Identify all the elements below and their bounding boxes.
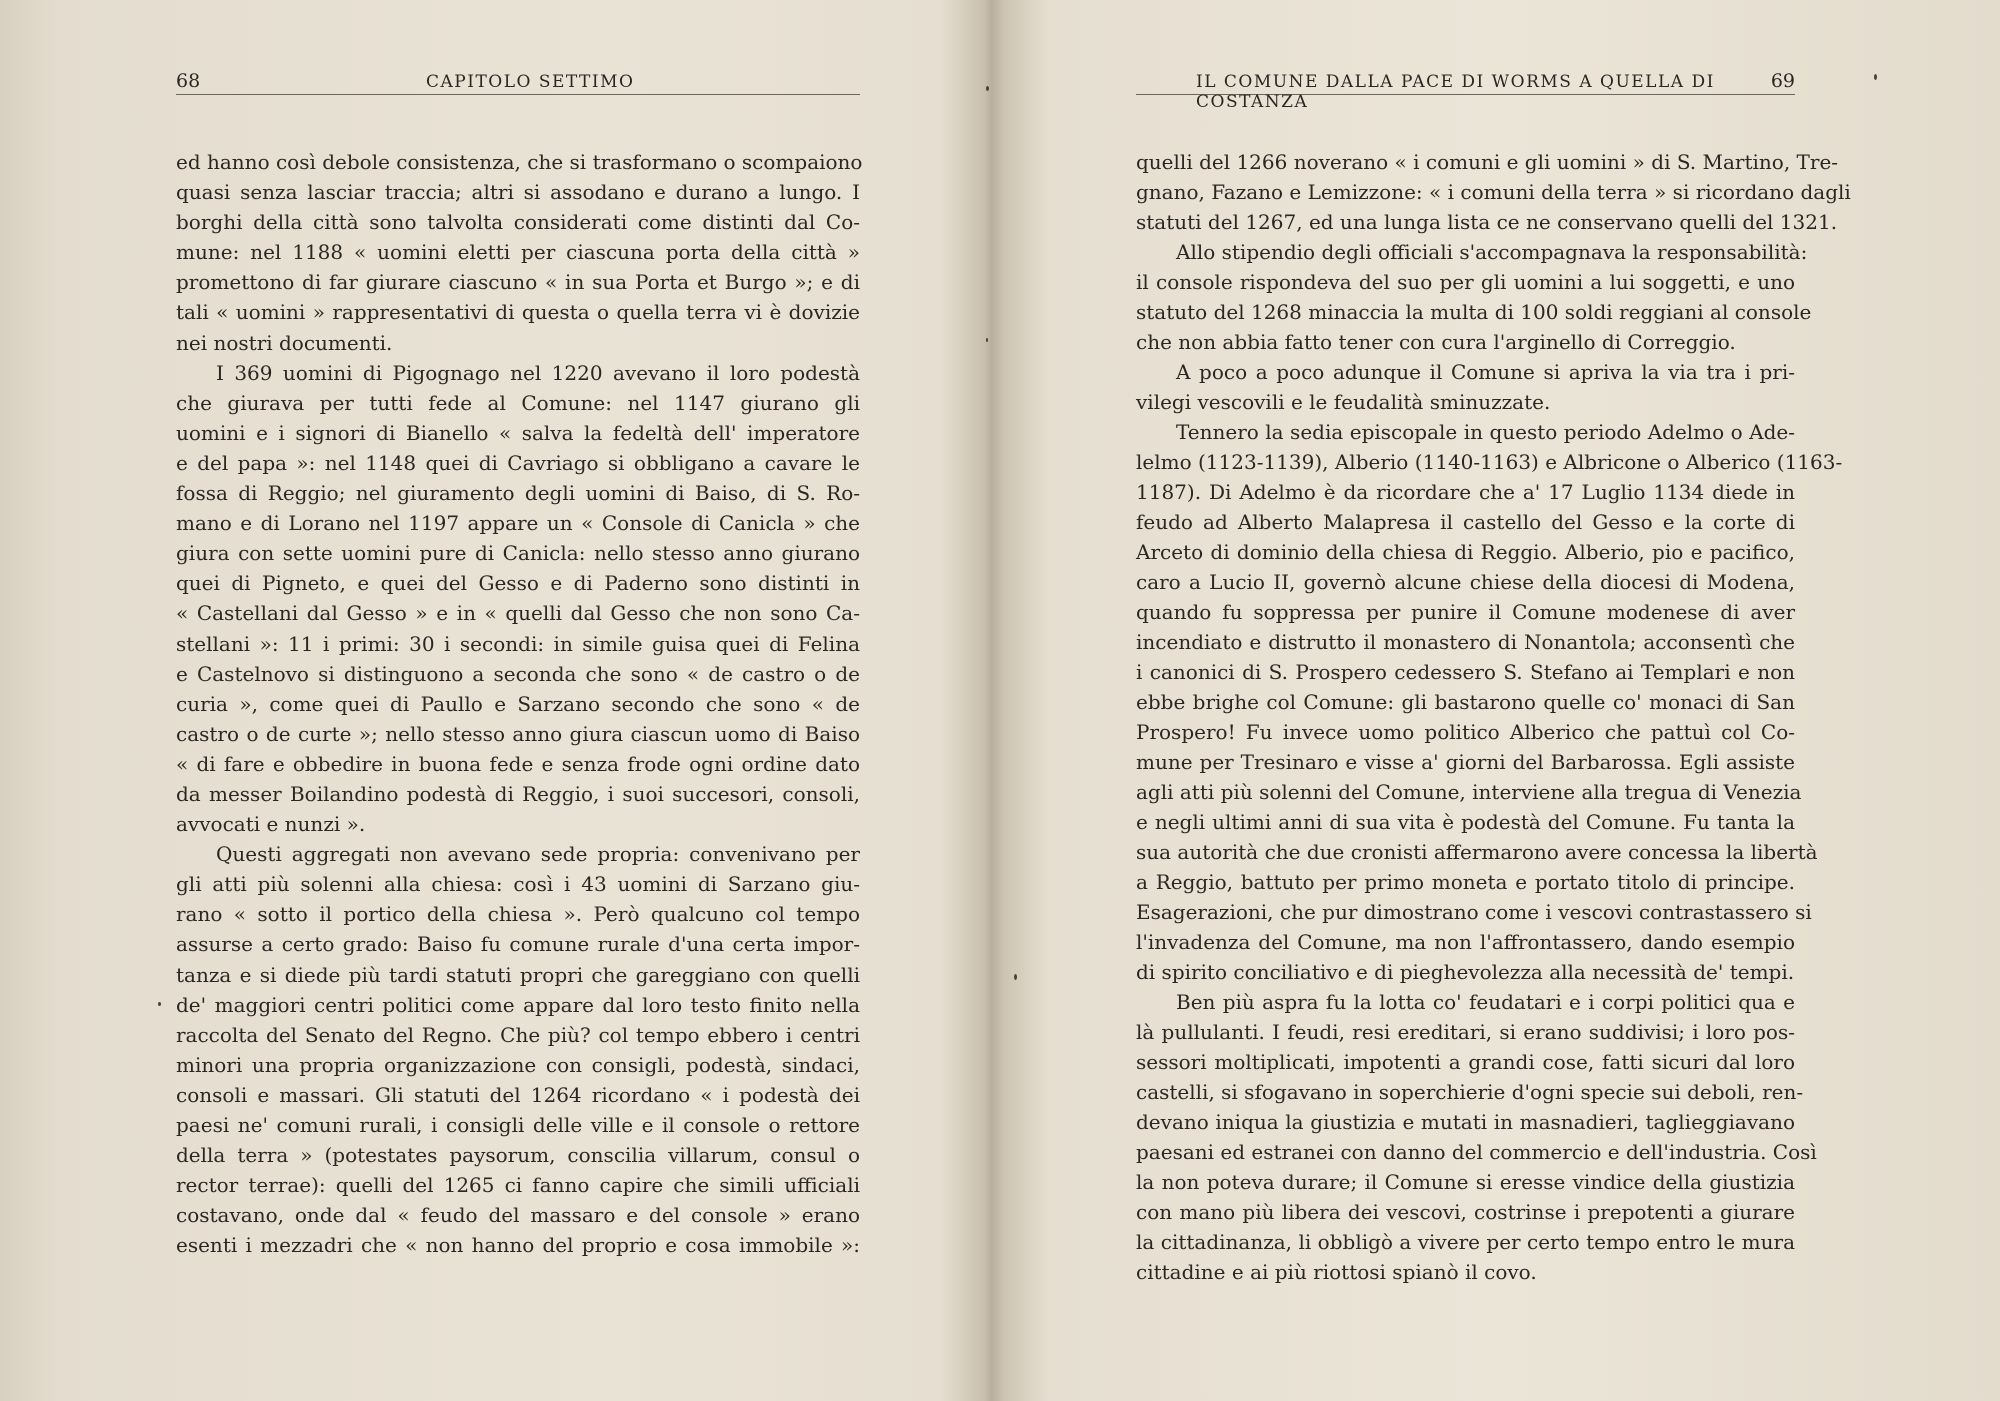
text-line: assurse a certo grado: Baiso fu comune rurale d'una certa impor-: [176, 932, 860, 957]
text-line: a Reggio, battuto per primo moneta e portato titolo di principe.: [1136, 870, 1795, 894]
text-line: mune: nel 1188 « uomini eletti per ciascuna porta della città »: [176, 240, 860, 265]
text-line: promettono di far giurare ciascuno « in sua Porta et Burgo »; e di: [176, 270, 860, 295]
text-line: Prospero! Fu invece uomo politico Alberico che pattuì col Co-: [1136, 720, 1795, 744]
text-line: fossa di Reggio; nel giuramento degli uomini di Baiso, di S. Ro-: [176, 481, 860, 506]
ink-speck: [158, 1002, 161, 1006]
text-line: Allo stipendio degli officiali s'accompagnava la responsabilità:: [1176, 240, 1808, 264]
right-page-number: 69: [1770, 70, 1795, 92]
text-line: gnano, Fazano e Lemizzone: « i comuni della terra » si ricordano dagli: [1136, 180, 1851, 204]
text-line: Arceto di dominio della chiesa di Reggio. Alberio, pio e pacifico,: [1136, 540, 1795, 564]
text-line: borghi della città sono talvolta considerati come distinti dal Co-: [176, 210, 860, 235]
ink-speck: [1874, 74, 1877, 80]
text-line: feudo ad Alberto Malapresa il castello del Gesso e la corte di: [1136, 510, 1795, 534]
text-line: stellani »: 11 i primi: 30 i secondi: in simile guisa quei di Felina: [176, 631, 860, 656]
text-line: della terra » (potestates paysorum, conscilia villarum, consul o: [176, 1143, 860, 1168]
text-line: agli atti più solenni del Comune, interviene alla tregua di Venezia: [1136, 780, 1802, 804]
right-running-head: [1136, 60, 1795, 112]
text-line: avvocati e nunzi ».: [176, 812, 366, 837]
text-line: cittadine e ai più riottosi spianò il covo.: [1136, 1260, 1537, 1284]
text-line: devano iniqua la giustizia e mutati in masnadieri, taglieggiavano: [1136, 1110, 1795, 1134]
left-page-body: [176, 147, 863, 1260]
ink-speck: [1014, 974, 1017, 980]
right-text-block: [1136, 147, 1851, 1287]
text-line: minori una propria organizzazione con consigli, podestà, sindaci,: [176, 1052, 860, 1077]
text-line: e del papa »: nel 1148 quei di Cavriago si obbligano a cavare le: [176, 450, 860, 475]
text-line: con mano più libera dei vescovi, costrinse i prepotenti a giurare: [1136, 1200, 1795, 1224]
text-line: castelli, si sfogavano in soperchierie d'ogni specie sui deboli, ren-: [1136, 1080, 1804, 1104]
text-line: tali « uomini » rappresentativi di questa o quella terra vi è dovizie: [176, 300, 860, 325]
text-line: che giurava per tutti fede al Comune: nel 1147 giurano gli: [176, 390, 860, 415]
left-running-title: CAPITOLO SETTIMO: [426, 72, 635, 92]
text-line: quando fu soppressa per punire il Comune modenese di aver: [1136, 600, 1795, 624]
text-line: tanza e si diede più tardi statuti propri che gareggiano con quelli: [176, 962, 860, 987]
text-line: esenti i mezzadri che « non hanno del proprio e cosa immobile »:: [176, 1233, 860, 1258]
text-line: il console rispondeva del suo per gli uomini a lui soggetti, e uno: [1136, 270, 1795, 294]
ink-speck: [986, 338, 988, 342]
text-line: curia », come quei di Paullo e Sarzano secondo che sono « de: [176, 691, 860, 716]
left-page: [176, 60, 863, 1260]
text-line: paesani ed estranei con danno del commercio e dell'industria. Così: [1136, 1140, 1817, 1164]
text-line: Questi aggregati non avevano sede propria: convenivano per: [216, 842, 860, 867]
text-line: castro o de curte »; nello stesso anno giura ciascun uomo di Baiso: [176, 721, 860, 746]
text-line: caro a Lucio II, governò alcune chiese della diocesi di Modena,: [1136, 570, 1795, 594]
right-page-body: [1136, 147, 1851, 1287]
text-line: raccolta del Senato del Regno. Che più? col tempo ebbero i centri: [176, 1022, 860, 1047]
left-text-block: [176, 147, 863, 1260]
text-line: mune per Tresinaro e visse a' giorni del Barbarossa. Egli assiste: [1136, 750, 1795, 774]
text-line: Ben più aspra fu la lotta co' feudatari e i corpi politici qua e: [1176, 990, 1795, 1014]
text-line: i canonici di S. Prospero cedessero S. Stefano ai Templari e non: [1136, 660, 1795, 684]
text-line: mano e di Lorano nel 1197 appare un « Console di Canicla » che: [176, 511, 860, 536]
text-line: « di fare e obbedire in buona fede e senza frode ogni ordine dato: [176, 751, 860, 776]
text-line: rector terrae): quelli del 1265 ci fanno capire che simili ufficiali: [176, 1173, 860, 1198]
text-line: statuto del 1268 minaccia la multa di 100 soldi reggiani al console: [1136, 300, 1812, 324]
text-line: nei nostri documenti.: [176, 330, 393, 355]
text-line: lelmo (1123-1139), Alberio (1140-1163) e Albricone o Alberico (1163-: [1136, 450, 1843, 474]
text-line: I 369 uomini di Pigognago nel 1220 avevano il loro podestà: [216, 360, 860, 385]
text-line: la cittadinanza, li obbligò a vivere per certo tempo entro le mura: [1136, 1230, 1795, 1254]
text-line: e Castelnovo si distinguono a seconda che sono « de castro o de: [176, 661, 860, 686]
text-line: l'invadenza del Comune, ma non l'affrontassero, dando esempio: [1136, 930, 1795, 954]
text-line: ebbe brighe col Comune: gli bastarono quelle co' monaci di San: [1136, 690, 1795, 714]
text-line: 1187). Di Adelmo è da ricordare che a' 17 Luglio 1134 diede in: [1136, 480, 1795, 504]
text-line: sua autorità che due cronisti affermarono avere concessa la libertà: [1136, 840, 1818, 864]
text-line: vilegi vescovili e le feudalità sminuzzate.: [1136, 390, 1551, 414]
text-line: che non abbia fatto tener con cura l'arginello di Correggio.: [1136, 330, 1736, 354]
text-line: uomini e i signori di Bianello « salva la fedeltà dell' imperatore: [176, 420, 860, 445]
text-line: consoli e massari. Gli statuti del 1264 ricordano « i podestà dei: [176, 1082, 860, 1107]
text-line: sessori moltiplicati, impotenti a grandi cose, fatti sicuri dal loro: [1136, 1050, 1795, 1074]
left-running-head: [176, 60, 860, 95]
text-line: quasi senza lasciar traccia; altri si assodano e durano a lungo. I: [176, 180, 860, 205]
left-page-number: 68: [176, 70, 201, 92]
text-line: Tennero la sedia episcopale in questo periodo Adelmo o Ade-: [1176, 420, 1795, 444]
text-line: rano « sotto il portico della chiesa ». Però qualcuno col tempo: [176, 902, 860, 927]
text-line: da messer Boilandino podestà di Reggio, i suoi succesori, consoli,: [176, 781, 860, 806]
text-line: de' maggiori centri politici come appare dal loro testo finito nella: [176, 992, 860, 1017]
ink-speck: [986, 86, 989, 91]
text-line: incendiato e distrutto il monastero di Nonantola; acconsentì che: [1136, 630, 1795, 654]
text-line: costavano, onde dal « feudo del massaro e del console » erano: [176, 1203, 860, 1228]
text-line: ed hanno così debole consistenza, che si trasformano o scompaiono: [176, 150, 863, 174]
text-line: paesi ne' comuni rurali, i consigli delle ville e il console o rettore: [176, 1113, 860, 1137]
text-line: « Castellani dal Gesso » e in « quelli dal Gesso che non sono Ca-: [176, 601, 860, 626]
text-line: gli atti più solenni alla chiesa: così i 43 uomini di Sarzano giu-: [176, 872, 860, 897]
text-line: e negli ultimi anni di sua vita è podestà del Comune. Fu tanta la: [1136, 810, 1795, 834]
text-line: quei di Pigneto, e quei del Gesso e di Paderno sono distinti in: [176, 571, 860, 596]
text-line: Esagerazioni, che pur dimostrano come i vescovi contrastassero si: [1136, 900, 1812, 924]
text-line: quelli del 1266 noverano « i comuni e gli uomini » di S. Martino, Tre-: [1136, 150, 1839, 174]
text-line: la non poteva durare; il Comune si eresse vindice della giustizia: [1136, 1170, 1795, 1194]
text-line: giura con sette uomini pure di Canicla: nello stesso anno giurano: [176, 541, 860, 566]
text-line: di spirito conciliativo e di pieghevolezza alla necessità de' tempi.: [1136, 960, 1795, 984]
right-running-title: IL COMUNE DALLA PACE DI WORMS A QUELLA DI COSTANZA: [1196, 72, 1715, 112]
right-page: [1136, 60, 1851, 1287]
text-line: A poco a poco adunque il Comune si apriva la via tra i pri-: [1176, 360, 1795, 384]
text-line: là pullulanti. I feudi, resi ereditari, si erano suddivisi; i loro pos-: [1136, 1020, 1795, 1044]
text-line: statuti del 1267, ed una lunga lista ce ne conservano quelli del 1321.: [1136, 210, 1838, 234]
